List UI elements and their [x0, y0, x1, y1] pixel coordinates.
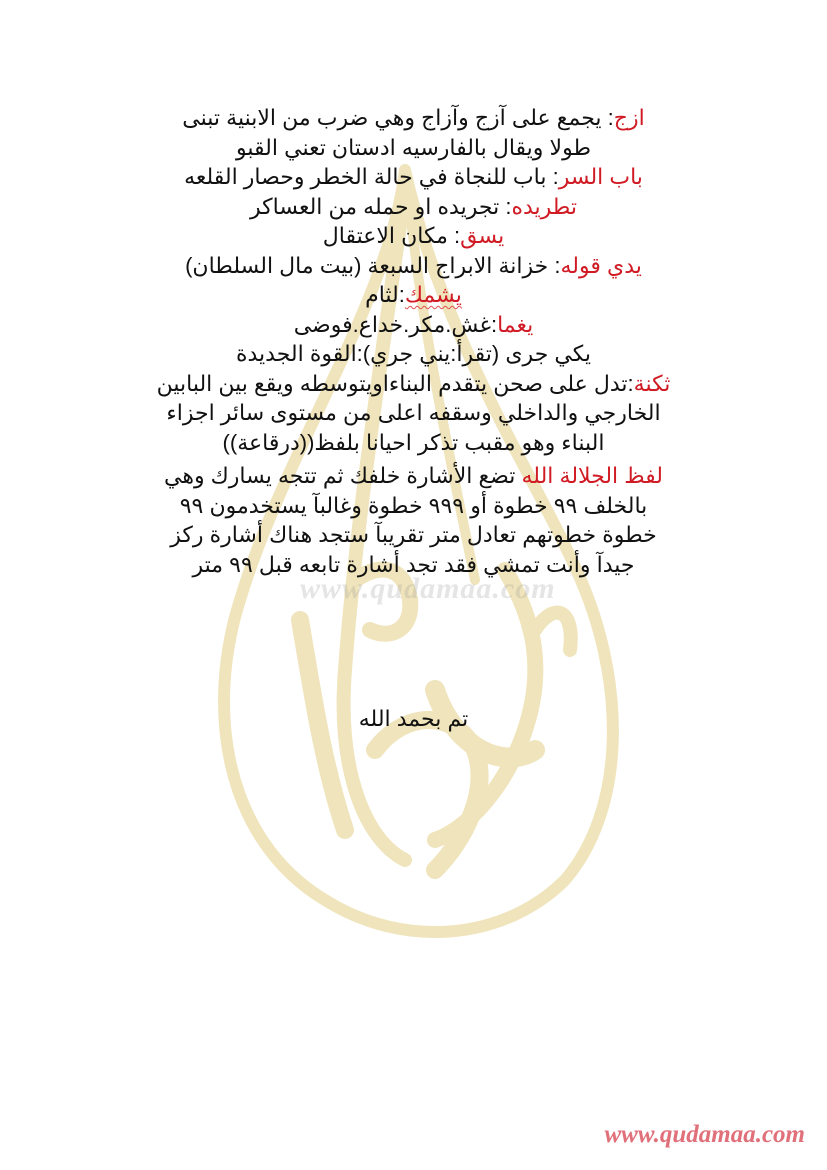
glossary-entry — [100, 103, 727, 162]
entry-term: يسق — [460, 223, 505, 248]
entry-line — [100, 192, 727, 222]
entry-term: يغما — [497, 311, 534, 337]
glossary-entry — [100, 251, 727, 281]
entry-line: طولا ويقال بالفارسيه ادستان تعني القبو — [236, 134, 591, 160]
entry-term: ازج — [613, 105, 645, 130]
entry-definition: تضع الأشارة خلفك ثم تتجه يسارك وهي — [164, 463, 516, 488]
glossary-entry — [100, 369, 727, 458]
entry-separator: : — [447, 223, 461, 248]
glossary-entry — [100, 221, 727, 251]
entry-term: يدي قوله — [560, 252, 642, 278]
entry-term: تطريده — [511, 193, 577, 219]
entry-separator: : — [601, 105, 614, 130]
entry-definition: مكان الاعتقال — [322, 223, 448, 248]
entry-line: الخارجي والداخلي وسقفه اعلى من مستوى سائر اجزاء — [166, 400, 661, 425]
entry-line: جيدآ وأنت تمشي فقد تجد أشارة تابعه قبل ٩٩ متر — [192, 551, 635, 577]
watermark-url-text: www.qudamaa.com — [300, 572, 556, 605]
entry-line: البناء وهو مقبب تذكر احيانا بلفظ((درقاعة)) — [222, 429, 605, 455]
entry-separator: : — [499, 193, 512, 219]
entry-line — [100, 221, 727, 251]
entry-separator: : — [398, 282, 405, 307]
entry-definition: لثام — [365, 282, 399, 307]
glossary-entry — [100, 339, 727, 369]
entry-definition: غش.مكر.خداع.فوضى — [293, 311, 491, 337]
entry-separator: : — [546, 164, 559, 189]
entry-definition: خزانة الابراج السبعة (بيت مال السلطان) — [185, 252, 549, 278]
closing-text: تم بحمد الله — [358, 706, 469, 731]
entry-line — [100, 103, 727, 133]
entry-separator: : — [627, 370, 634, 396]
entry-term: لفظ الجلالة الله — [521, 463, 663, 488]
glossary-entry — [100, 280, 727, 310]
glossary-entry — [100, 461, 727, 579]
glossary-entry — [100, 162, 727, 192]
entry-line — [100, 251, 727, 281]
entry-term: يشمك — [404, 282, 462, 307]
entry-term: ثكنة — [633, 370, 671, 396]
entry-separator: : — [490, 311, 498, 337]
entry-line — [100, 162, 727, 192]
entry-definition: يجمع على آزج وآزاج وهي ضرب من الابنية تبنى — [182, 105, 602, 130]
entry-separator: : — [548, 252, 561, 278]
entry-line: خطوة خطوتهم تعادل متر تقريبآ ستجد هناك أشارة ركز — [170, 522, 657, 547]
entry-line — [100, 310, 727, 340]
entry-definition: تجريده او حمله من العساكر — [250, 193, 500, 219]
entry-line — [100, 280, 727, 310]
glossary-entry — [100, 310, 727, 340]
entry-definition: باب للنجاة في حالة الخطر وحصار القلعه — [184, 164, 547, 189]
entry-definition: تدل على صحن يتقدم البناءاويتوسطه ويقع بين البابين — [156, 370, 628, 396]
entry-line: بالخلف ٩٩ خطوة أو ٩٩٩ خطوة وغالبآ يستخدمون ٩٩ — [179, 492, 648, 518]
entry-term: باب السر — [558, 164, 643, 189]
glossary-entry — [100, 192, 727, 222]
entry-line — [100, 461, 727, 491]
footer-website-link[interactable]: www.qudamaa.com — [604, 1121, 805, 1148]
glossary-content — [100, 103, 727, 579]
entry-line: يكي جرى (تقرأ:يني جري):القوة الجديدة — [235, 341, 592, 366]
entry-line — [100, 369, 727, 399]
